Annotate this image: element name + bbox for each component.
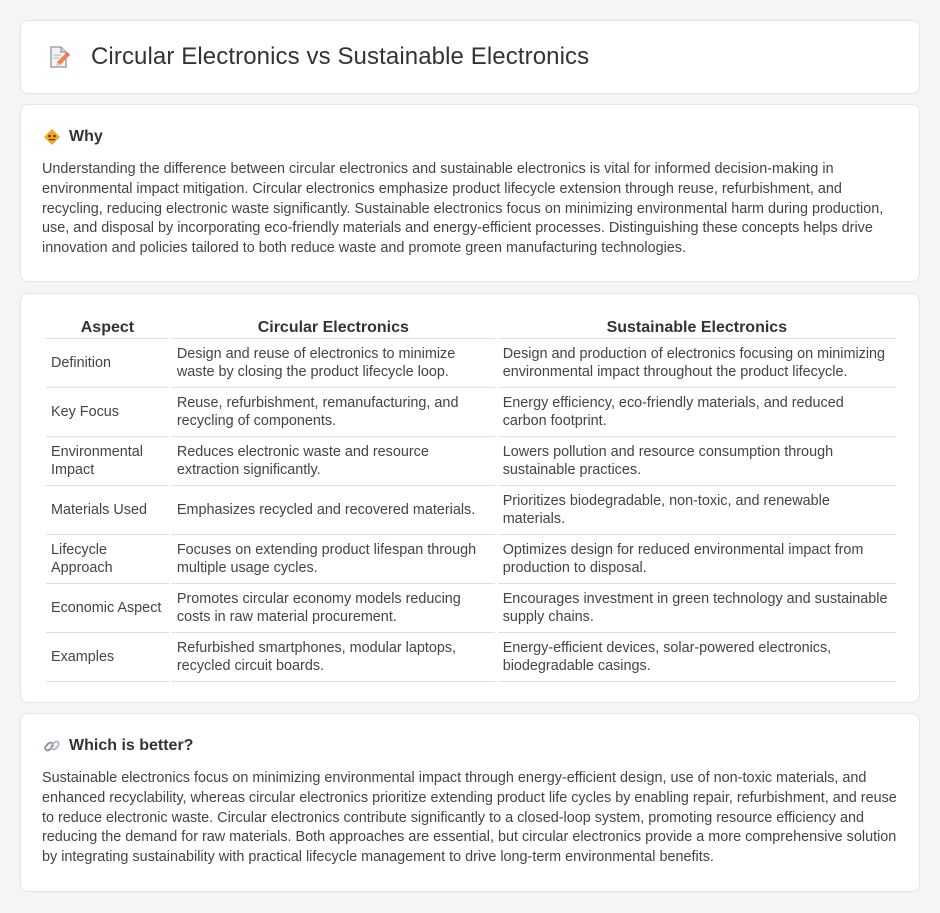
document-pencil-icon: [47, 45, 71, 69]
page-title: Circular Electronics vs Sustainable Electronics: [91, 43, 590, 70]
better-title: Which is better?: [69, 737, 194, 754]
cell-circular: Reduces electronic waste and resource extraction significantly.: [172, 437, 495, 486]
table-row: [46, 388, 896, 437]
cell-sustainable: Encourages investment in green technology and sustainable supply chains.: [498, 584, 896, 633]
table-row: [46, 535, 896, 584]
cell-circular: Promotes circular economy models reducing costs in raw material procurement.: [172, 584, 495, 633]
comparison-table: [43, 316, 899, 682]
why-title: Why: [69, 128, 103, 145]
table-row: [46, 437, 896, 486]
header-aspect: Aspect: [46, 316, 169, 339]
cell-sustainable: Prioritizes biodegradable, non-toxic, and renewable materials.: [498, 486, 896, 535]
table-row: [46, 339, 896, 388]
cell-sustainable: Energy efficiency, eco-friendly materials, and reduced carbon footprint.: [498, 388, 896, 437]
cell-aspect: Definition: [46, 339, 169, 388]
cell-circular: Emphasizes recycled and recovered materials.: [172, 486, 495, 535]
table-row: [46, 633, 896, 682]
header-sustainable: Sustainable Electronics: [498, 316, 896, 339]
cell-sustainable: Optimizes design for reduced environmental impact from production to disposal.: [498, 535, 896, 584]
cell-aspect: Key Focus: [46, 388, 169, 437]
cell-sustainable: Lowers pollution and resource consumption through sustainable practices.: [498, 437, 896, 486]
warning-diamond-icon: [43, 128, 61, 146]
why-body: Understanding the difference between circular electronics and sustainable electronics is vital for informed decision-making in environmental impact mitigation. Circular electronics emphasize product lifecycle extension through reuse, refurbishment, and recycling, reducing electronic waste significantly. Sustainable electronics focus on minimizing environmental harm during production, use, and disposal by incorporating eco-friendly materials and energy-efficient processes. Distinguishing these concepts helps drive innovation and policies tailored to both reduce waste and promote green manufacturing technologies.: [42, 161, 884, 257]
cell-circular: Reuse, refurbishment, remanufacturing, and recycling of components.: [172, 388, 495, 437]
why-section: [20, 104, 920, 282]
cell-aspect: Economic Aspect: [46, 584, 169, 633]
table-row: [46, 584, 896, 633]
comparison-section: [20, 293, 920, 703]
cell-circular: Design and reuse of electronics to minimize waste by closing the product lifecycle loop.: [172, 339, 495, 388]
cell-aspect: Environmental Impact: [46, 437, 169, 486]
better-body: Sustainable electronics focus on minimizing environmental impact through energy-efficient design, use of non-toxic materials, and enhanced recyclability, whereas circular electronics prioritize extending product life cycles by enabling repair, refurbishment, and reuse to reduce electronic waste. Circular electronics contribute significantly to a closed-loop system, promoting resource efficiency and reducing the demand for raw materials. Both approaches are essential, but circular electronics provide a more comprehensive solution by integrating sustainability with practical lifecycle management to drive long-term environmental benefits.: [42, 770, 897, 866]
cell-aspect: Lifecycle Approach: [46, 535, 169, 584]
cell-circular: Focuses on extending product lifespan through multiple usage cycles.: [172, 535, 495, 584]
cell-sustainable: Design and production of electronics focusing on minimizing environmental impact throughout the product lifecycle.: [498, 339, 896, 388]
link-icon: [43, 737, 61, 755]
cell-aspect: Examples: [46, 633, 169, 682]
table-header-row: [46, 316, 896, 339]
cell-sustainable: Energy-efficient devices, solar-powered electronics, biodegradable casings.: [498, 633, 896, 682]
table-row: [46, 486, 896, 535]
better-section: [20, 713, 920, 892]
cell-aspect: Materials Used: [46, 486, 169, 535]
title-card: [20, 20, 920, 94]
cell-circular: Refurbished smartphones, modular laptops, recycled circuit boards.: [172, 633, 495, 682]
header-circular: Circular Electronics: [172, 316, 495, 339]
